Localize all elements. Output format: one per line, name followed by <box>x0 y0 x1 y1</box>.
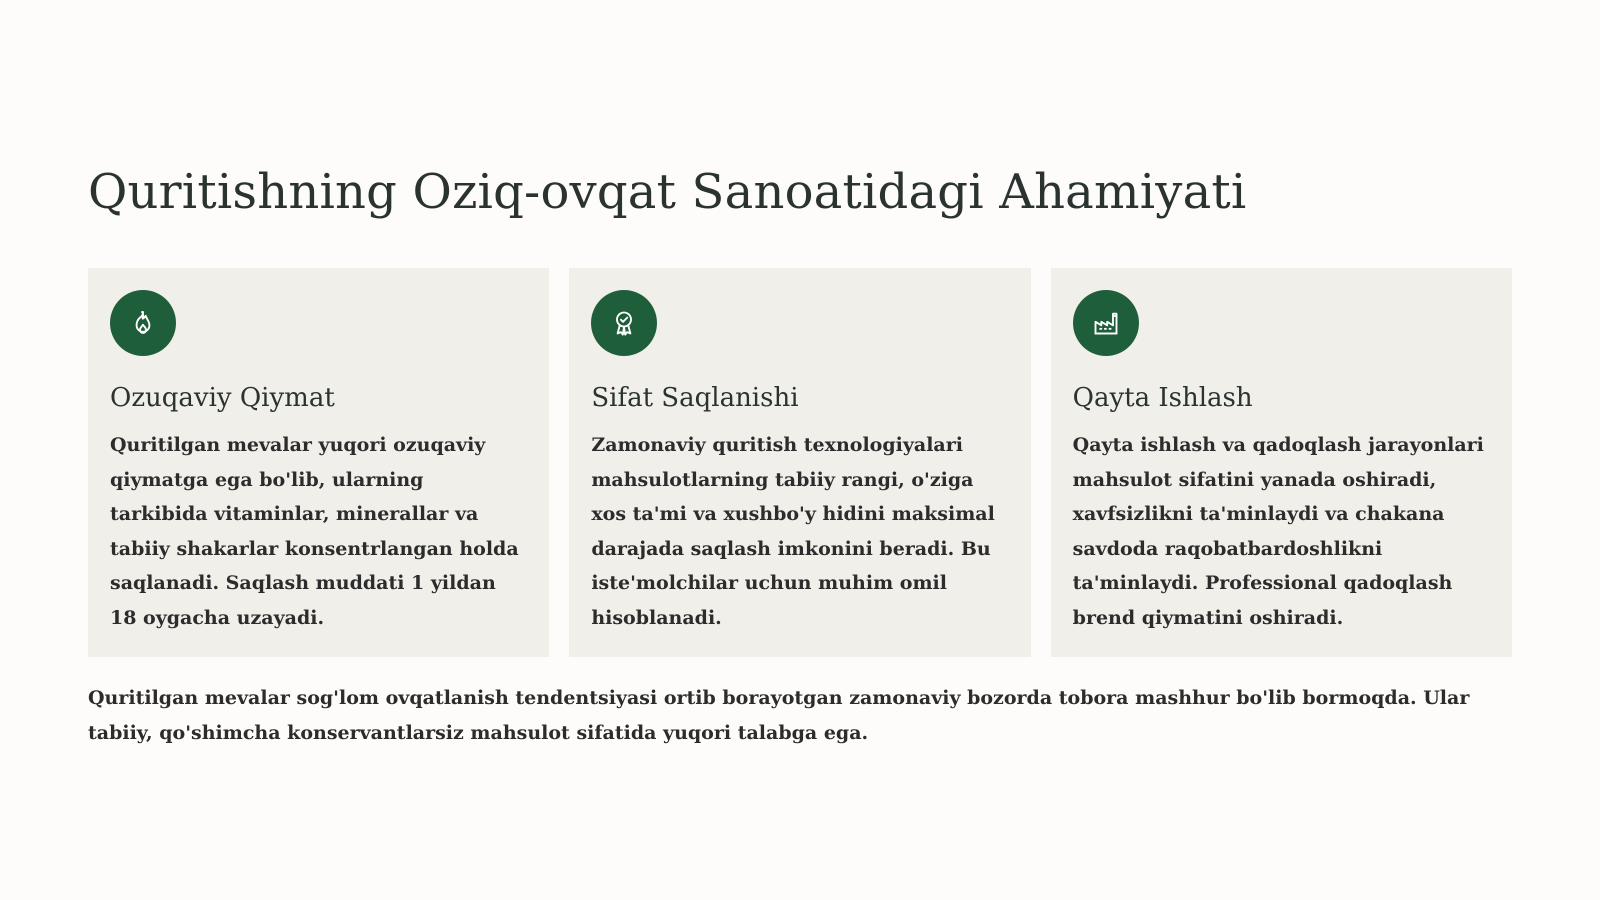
footer-paragraph: Quritilgan mevalar sog'lom ovqatlanish tendentsiyasi ortib borayotgan zamonaviy bozorda tobora mashhur bo'lib bormoqda. Ular tabiiy, qo'shimcha konservantlarsiz mahsulot sifatida yuqori talabga ega. <box>88 687 1470 744</box>
card-title: Ozuqaviy Qiymat <box>110 383 335 413</box>
card-body: Qayta ishlash va qadoqlash jarayonlari mahsulot sifatini yanada oshiradi, xavfsizlikni ta'minlaydi va chakana savdoda raqobatbardoshlikni ta'minlaydi. Professional qadoqlash brend qiymatini oshiradi. <box>1072 434 1484 629</box>
card-title: Qayta Ishlash <box>1072 383 1253 413</box>
fire-icon <box>129 309 157 337</box>
card-quality-preservation <box>569 268 1030 657</box>
card-processing <box>1051 268 1512 657</box>
card-title: Sifat Saqlanishi <box>591 383 799 413</box>
page-title: Quritishning Oziq-ovqat Sanoatidagi Ahamiyati <box>88 164 1247 220</box>
factory-icon <box>1092 309 1120 337</box>
card-icon-badge <box>591 290 657 356</box>
card-nutritional-value <box>88 268 549 657</box>
card-body: Quritilgan mevalar yuqori ozuqaviy qiymatga ega bo'lib, ularning tarkibida vitaminlar, minerallar va tabiiy shakarlar konsentrlangan holda saqlanadi. Saqlash muddati 1 yildan 18 oygacha uzayadi. <box>110 434 519 629</box>
card-row <box>88 268 1512 657</box>
card-icon-badge <box>1073 290 1139 356</box>
card-icon-badge <box>110 290 176 356</box>
card-body: Zamonaviy quritish texnologiyalari mahsulotlarning tabiiy rangi, o'ziga xos ta'mi va xushbo'y hidini maksimal darajada saqlash imkonini beradi. Bu iste'molchilar uchun muhim omil hisoblanadi. <box>591 434 995 629</box>
award-badge-icon <box>610 309 638 337</box>
